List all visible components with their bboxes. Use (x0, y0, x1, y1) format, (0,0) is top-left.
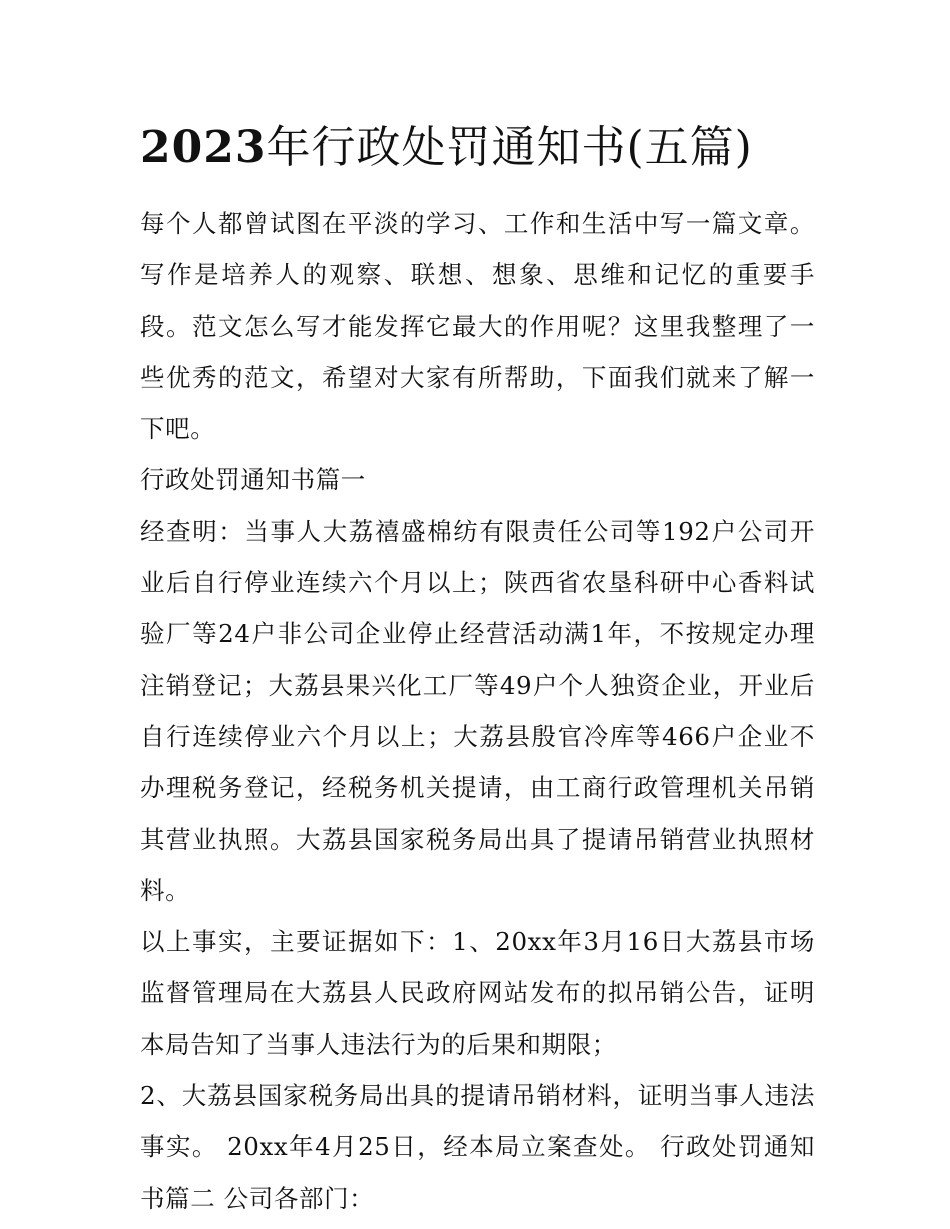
evidence-paragraph-2: 2、大荔县国家税务局出具的提请吊销材料，证明当事人违法事实。 20xx年4月25日，经本局立案查处。 行政处罚通知书篇二 公司各部门： (140, 1081, 815, 1213)
document-title (140, 118, 840, 178)
title-year: 2023 (140, 122, 267, 173)
evidence-paragraph: 以上事实，主要证据如下：1、20xx年3月16日大荔县市场监督管理局在大荔县人民政府网站发布的拟吊销公告，证明本局告知了当事人违法行为的后果和期限； (140, 927, 815, 1059)
findings-paragraph: 经查明：当事人大荔禧盛棉纺有限责任公司等192户公司开业后自行停业连续六个月以上；陕西省农垦科研中心香料试验厂等24户非公司企业停止经营活动满1年，不按规定办理注销登记；大荔县果兴化工厂等49户个人独资企业，开业后自行连续停业六个月以上；大荔县殷官冷库等466户企业不办理税务登记，经税务机关提请，由工商行政管理机关吊销其营业执照。大荔县国家税务局出具了提请吊销营业执照材料。 (140, 516, 815, 905)
intro-paragraph: 每个人都曾试图在平淡的学习、工作和生活中写一篇文章。写作是培养人的观察、联想、想象、思维和记忆的重要手段。范文怎么写才能发挥它最大的作用呢？这里我整理了一些优秀的范文，希望对大家有所帮助，下面我们就来了解一下吧。 (140, 209, 815, 444)
document-body (140, 198, 815, 1224)
section-heading: 行政处罚通知书篇一 (140, 465, 366, 495)
title-text: 年行政处罚通知书(五篇) (266, 122, 753, 173)
